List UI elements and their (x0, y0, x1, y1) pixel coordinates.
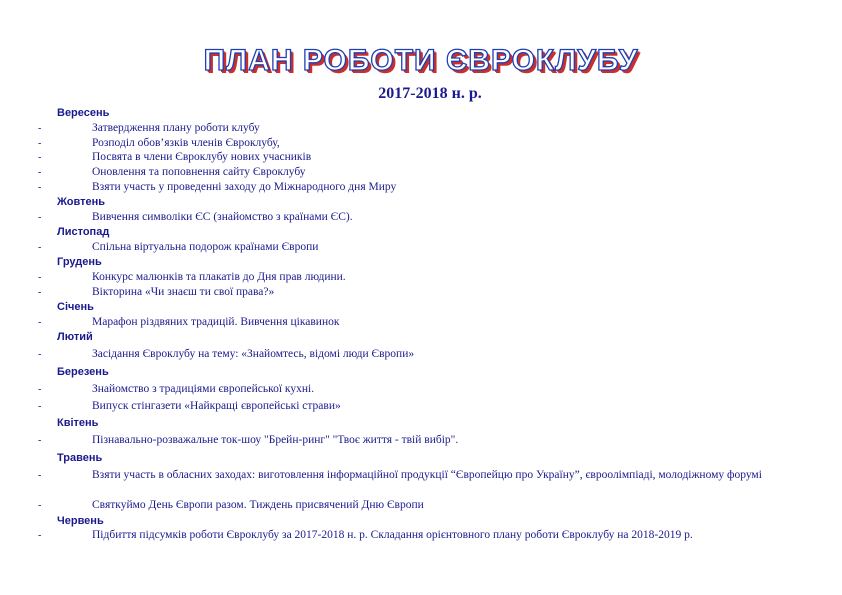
month-january: Січень (57, 301, 94, 313)
bullet-dash: - (38, 349, 42, 360)
month-april: Квітень (57, 417, 99, 429)
month-november: Листопад (57, 226, 110, 238)
item-text: Взяти участь у проведенні заходу до Міжнародного дня Миру (92, 181, 397, 193)
item-text: Випуск стінгазети «Найкращі європейські страви» (92, 400, 341, 412)
month-september: Вересень (57, 107, 110, 119)
page-title: ПЛАН РОБОТИ ЄВРОКЛУБУ (203, 44, 639, 77)
item-text: Святкуймо День Європи разом. Тиждень присвячений Дню Європи (92, 499, 424, 511)
item-text: Засідання Євроклубу на тему: «Знайомтесь, відомі люди Європи» (92, 348, 415, 360)
month-february: Лютий (57, 331, 93, 343)
school-year: 2017-2018 н. р. (378, 85, 482, 102)
item-text: Знайомство з традиціями європейської кухні. (92, 383, 315, 395)
month-march: Березень (57, 366, 109, 378)
item-text: Затвердження плану роботи клубу (92, 122, 260, 134)
item-text: Взяти участь в обласних заходах: виготовлення інформаційної продукції “Європейцю про Україну”, євроолімпіаді, молодіжному форумі (92, 469, 762, 481)
bullet-dash: - (38, 435, 42, 446)
bullet-dash: - (38, 287, 42, 298)
bullet-dash: - (38, 272, 42, 283)
month-june: Червень (57, 515, 104, 527)
bullet-dash: - (38, 123, 42, 134)
month-october: Жовтень (57, 196, 106, 208)
item-text: Розподіл обов’язків членів Євроклубу, (92, 137, 280, 149)
bullet-dash: - (38, 138, 42, 149)
bullet-dash: - (38, 530, 42, 541)
bullet-dash: - (38, 182, 42, 193)
bullet-dash: - (38, 500, 42, 511)
month-may: Травень (57, 452, 103, 464)
item-text: Спільна віртуальна подорож країнами Європи (92, 241, 319, 253)
bullet-dash: - (38, 317, 42, 328)
bullet-dash: - (38, 152, 42, 163)
bullet-dash: - (38, 384, 42, 395)
bullet-dash: - (38, 242, 42, 253)
item-text: Посвята в члени Євроклубу нових учасників (92, 151, 312, 163)
bullet-dash: - (38, 470, 42, 481)
item-text: Пізнавально-розважальне ток-шоу "Брейн-ринг" "Твоє життя - твій вибір". (92, 434, 459, 446)
bullet-dash: - (38, 212, 42, 223)
item-text: Конкурс малюнків та плакатів до Дня прав людини. (92, 271, 346, 283)
bullet-dash: - (38, 167, 42, 178)
item-text: Підбиття підсумків роботи Євроклубу за 2017-2018 н. р. Складання орієнтовного плану роботи Євроклубу на 2018-2019 р. (92, 529, 693, 541)
bullet-dash: - (38, 401, 42, 412)
item-text: Вікторина «Чи знаєш ти свої права?» (92, 286, 275, 298)
item-text: Вивчення символіки ЄС (знайомство з країнами ЄС). (92, 211, 353, 223)
item-text: Марафон різдвяних традицій. Вивчення цікавинок (92, 316, 340, 328)
month-december: Грудень (57, 256, 102, 268)
item-text: Оновлення та поповнення сайту Євроклубу (92, 166, 306, 178)
